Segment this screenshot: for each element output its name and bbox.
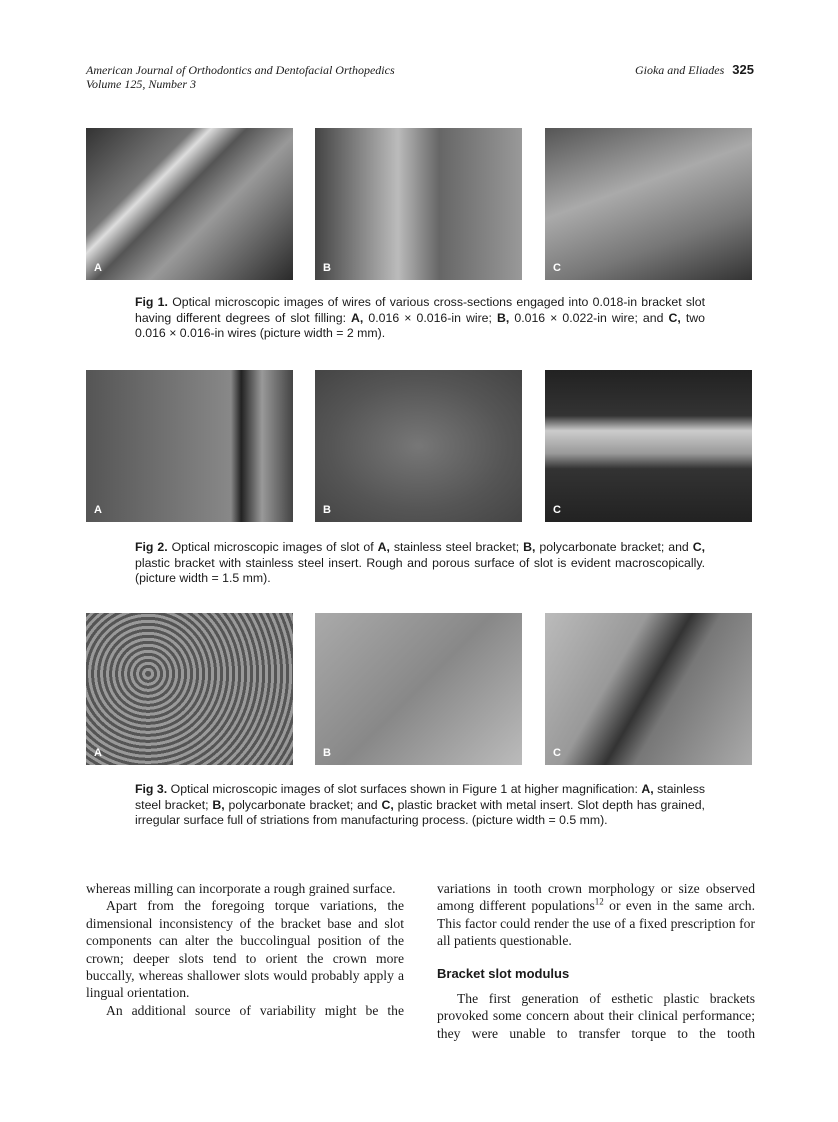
panel-ref: B,: [496, 310, 510, 325]
figure-1-caption: [135, 295, 705, 342]
paragraph: [437, 880, 755, 950]
panel-label: C: [553, 262, 561, 274]
journal-title: American Journal of Orthodontics and Dentofacial Orthopedics: [86, 63, 395, 77]
panel-ref: C,: [692, 540, 705, 554]
paragraph: Apart from the foregoing torque variations, the dimensional inconsistency of the bracket base and slot components can alter the buccolingual position of the crown; deeper slots tend to orient the crown more buccally, whereas shallower slots would probably apply a lingual orientation.: [86, 898, 404, 1001]
figure-3-panel-c: [545, 613, 752, 765]
page-number: 325: [732, 62, 754, 77]
caption-text: Optical microscopic images of slot surfaces shown in Figure 1 at higher magnification:: [170, 782, 642, 796]
figure-2-panel-c: [545, 370, 752, 522]
figure-3-panel-a: [86, 613, 293, 765]
figure-label: Fig 1.: [135, 295, 168, 309]
panel-label: A: [94, 504, 102, 516]
text: variations in tooth crown morphology or size observed among different populations: [437, 881, 755, 914]
panel-ref: A,: [351, 310, 364, 325]
paragraph: An additional source of variability might be the: [106, 1002, 404, 1018]
caption-text: Optical microscopic images of slot of: [171, 540, 378, 554]
figure-label: Fig 3.: [135, 782, 168, 796]
panel-label: C: [553, 747, 561, 759]
paragraph: The first generation of esthetic plastic brackets provoked some concern about their clinical performance; they were unable to transfer torque to the tooth: [437, 991, 755, 1041]
caption-text: two 0.016 × 0.016-in wires (picture width = 2 mm).: [135, 310, 706, 340]
figure-3-panel-b: [315, 613, 522, 765]
figure-3-caption: [135, 782, 705, 829]
figure-2-panel-b: [315, 370, 522, 522]
caption-text: 0.016 × 0.016-in wire;: [363, 310, 497, 325]
panel-ref: B,: [523, 540, 536, 554]
volume-issue: Volume 125, Number 3: [86, 77, 196, 91]
panel-label: B: [323, 747, 331, 759]
section-heading: Bracket slot modulus: [437, 965, 570, 981]
caption-text: stainless steel bracket;: [389, 540, 524, 554]
caption-text: 0.016 × 0.022-in wire; and: [509, 310, 669, 325]
running-header-right: [635, 63, 754, 77]
paragraph: whereas milling can incorporate a rough grained surface.: [86, 881, 396, 896]
running-header-left: [86, 63, 395, 91]
panel-ref: A,: [377, 540, 390, 554]
text: or even in the same arch. This factor could render the use of a fixed prescription for all patients questionable.: [437, 898, 755, 949]
panel-label: A: [94, 262, 102, 274]
panel-ref: A,: [641, 782, 654, 796]
figure-2-caption: [135, 540, 705, 587]
caption-text: stainless steel bracket;: [135, 782, 705, 812]
caption-text: polycarbonate bracket; and: [535, 540, 693, 554]
caption-text: Optical microscopic images of wires of various cross-sections engaged into 0.018-in bracket slot having different degrees of slot filling:: [135, 295, 705, 325]
authors: Gioka and Eliades: [634, 63, 725, 77]
figure-1-panel-a: [86, 128, 293, 280]
panel-label: B: [323, 504, 331, 516]
caption-text: plastic bracket with stainless steel insert. Rough and porous surface of slot is evident macroscopically. (picture width = 1.5 mm).: [135, 555, 705, 585]
panel-ref: B,: [212, 797, 225, 812]
caption-text: polycarbonate bracket; and: [224, 797, 382, 812]
citation: 12: [594, 896, 604, 907]
figure-label: Fig 2.: [135, 540, 168, 554]
figure-1-panel-b: [315, 128, 522, 280]
figure-2-panel-a: [86, 370, 293, 522]
figure-1-panel-c: [545, 128, 752, 280]
panel-ref: C,: [381, 797, 394, 812]
panel-label: C: [553, 504, 561, 516]
body-column-left: [86, 880, 404, 1019]
panel-ref: C,: [668, 310, 681, 325]
panel-label: B: [323, 262, 331, 274]
panel-label: A: [94, 747, 102, 759]
caption-text: plastic bracket with metal insert. Slot depth has grained, irregular surface full of striations from manufacturing process. (picture width = 0.5 mm).: [135, 797, 705, 827]
body-column-right: [437, 880, 755, 1042]
